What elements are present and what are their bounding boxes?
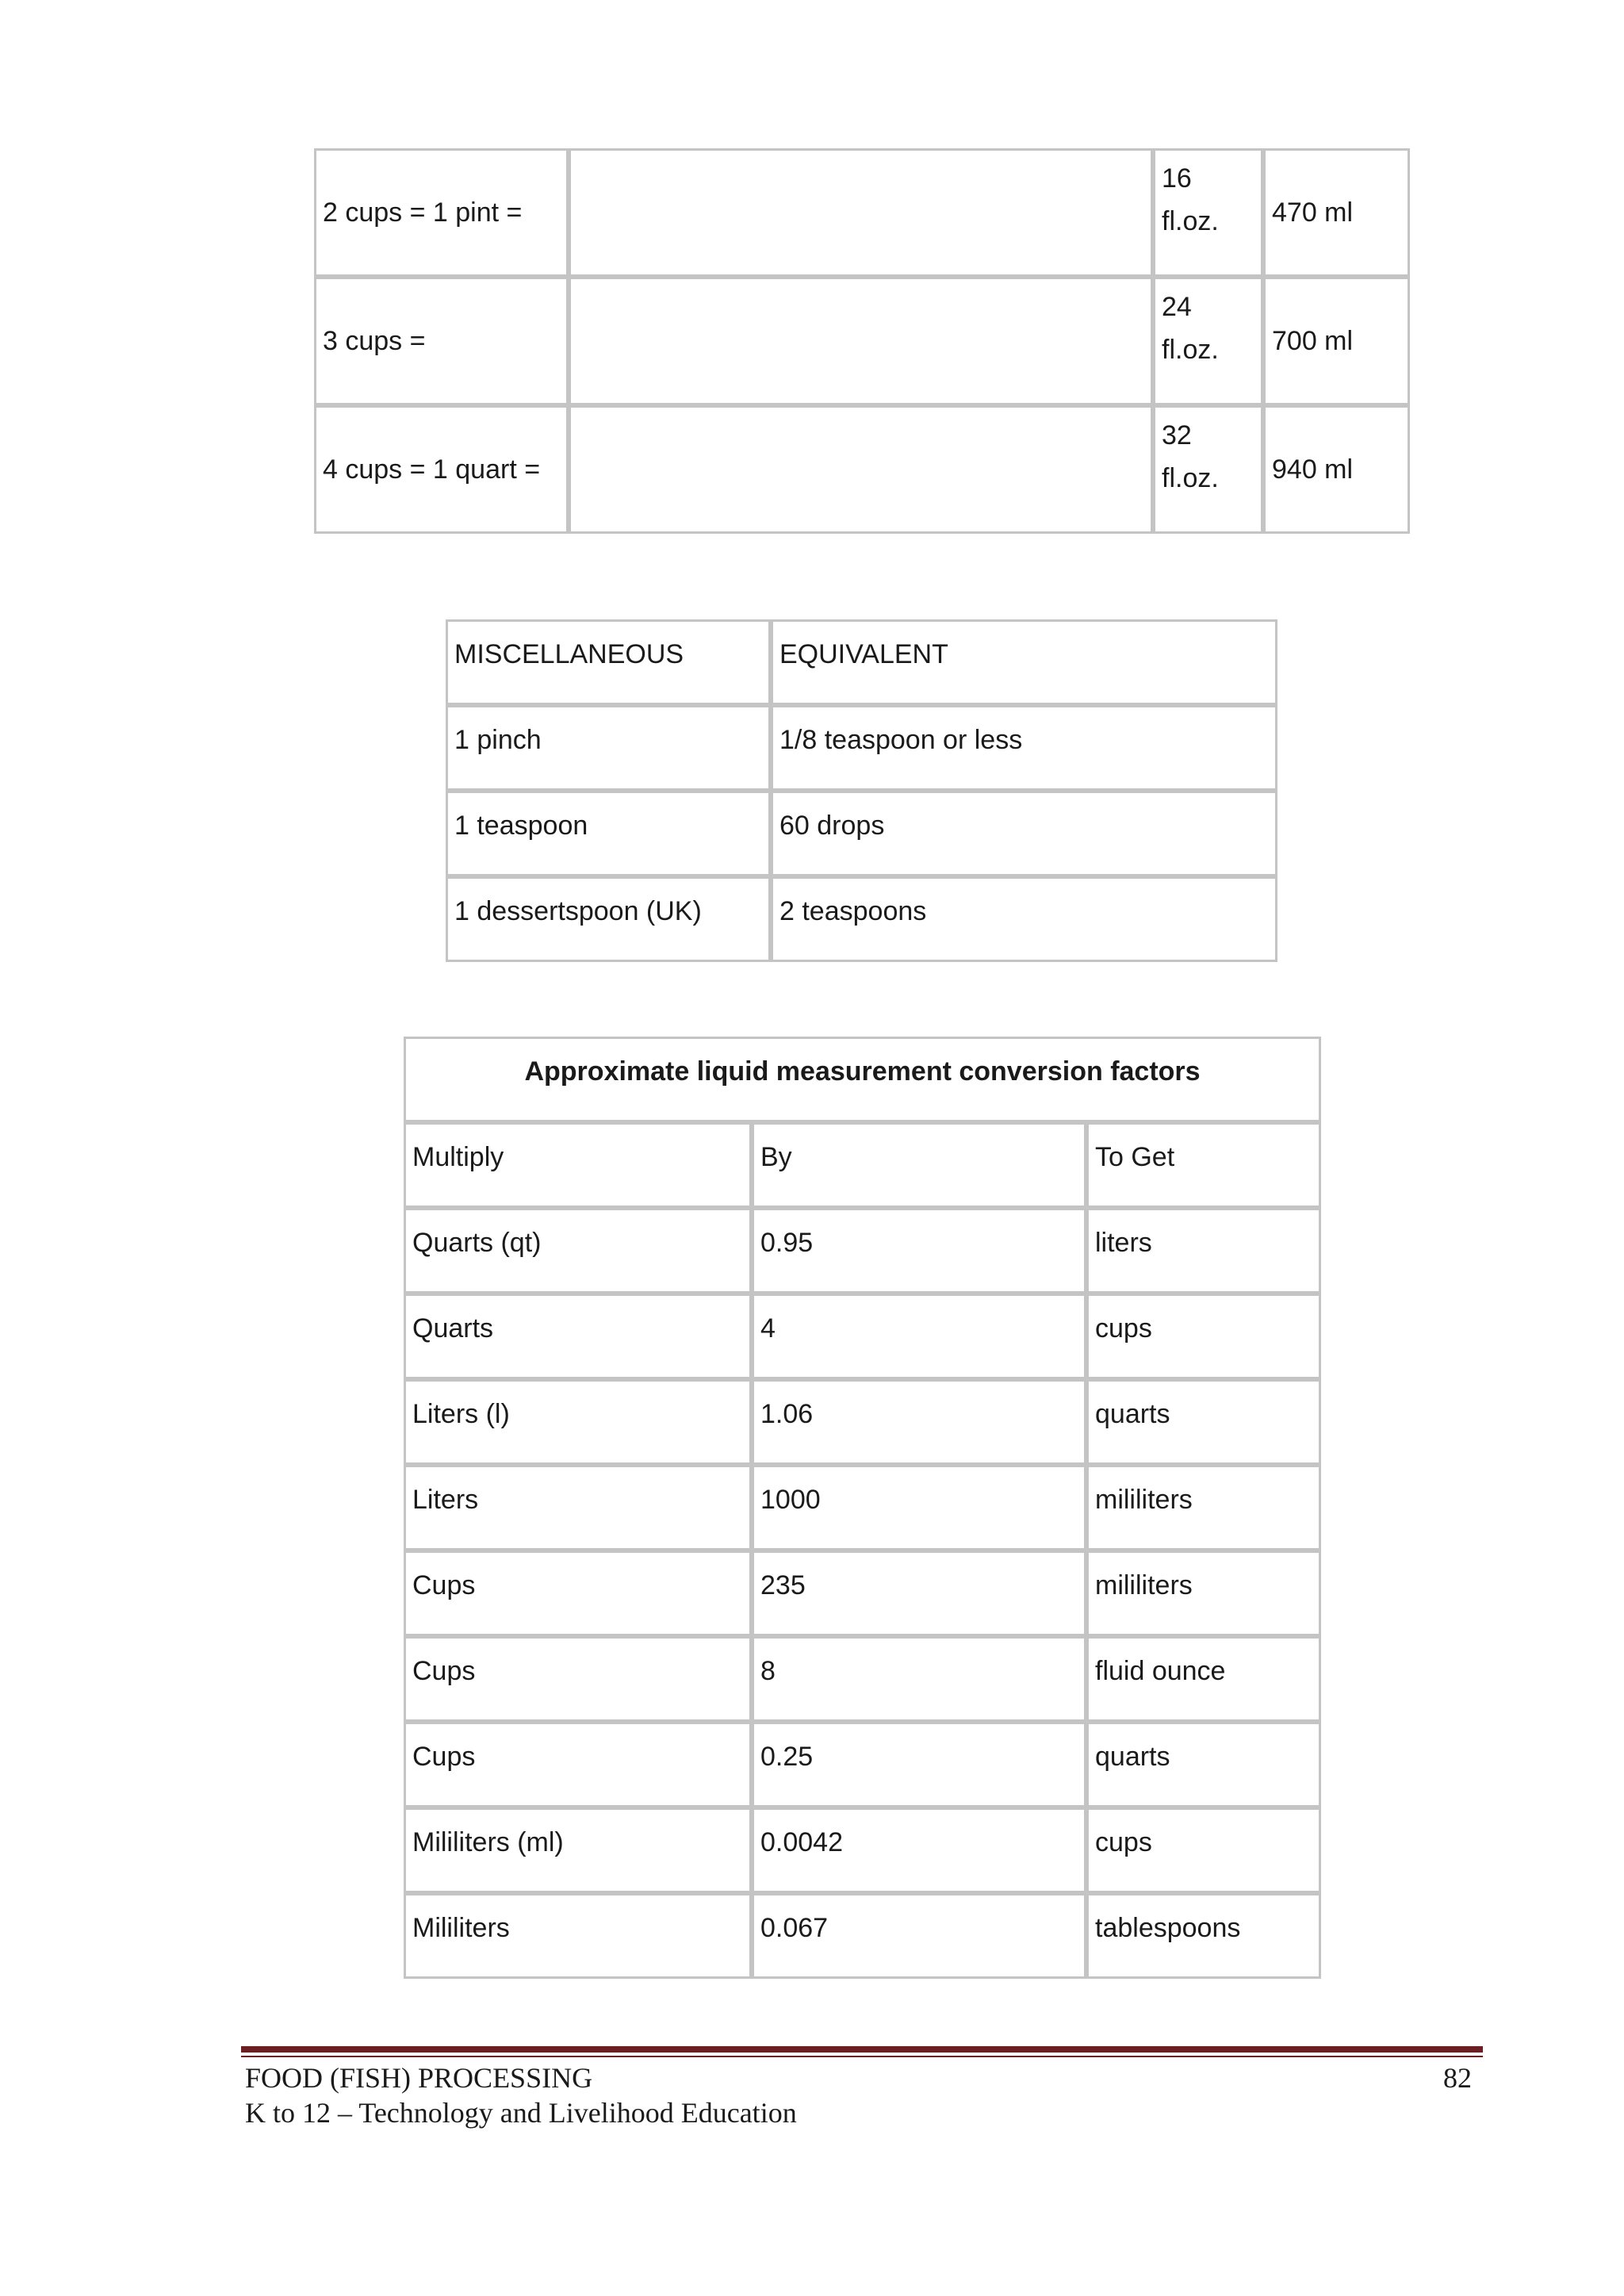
table-cell: 940 ml (1263, 405, 1410, 534)
table-row (404, 1294, 1321, 1379)
table-cell: 1/8 teaspoon or less (771, 705, 1277, 791)
table-cell: 1 teaspoon (446, 791, 771, 876)
table-cell: 2 cups = 1 pint = (314, 148, 569, 277)
table-cell (569, 405, 1153, 534)
table-cell: Cups (404, 1636, 752, 1722)
table-cell: 1.06 (752, 1379, 1086, 1465)
table-cell: 1 dessertspoon (UK) (446, 876, 771, 962)
table-header-cell: To Get (1086, 1122, 1321, 1208)
table-cell: Mililiters (ml) (404, 1807, 752, 1893)
table-row (314, 277, 1410, 405)
table-cell-line: fl.oz. (1162, 206, 1219, 236)
footer-subtitle: K to 12 – Technology and Livelihood Education (245, 2097, 797, 2129)
table-cell (1153, 277, 1263, 405)
cups-conversion-table (314, 148, 1410, 534)
table-header-cell: By (752, 1122, 1086, 1208)
table-row (314, 148, 1410, 277)
table-cell: 235 (752, 1550, 1086, 1636)
table-cell: 1 pinch (446, 705, 771, 791)
table-cell (1153, 148, 1263, 277)
table-title-row (404, 1037, 1321, 1122)
table-header-cell: MISCELLANEOUS (446, 619, 771, 705)
table-cell: cups (1086, 1294, 1321, 1379)
table-cell: 0.0042 (752, 1807, 1086, 1893)
table-title: Approximate liquid measurement conversion factors (404, 1037, 1321, 1122)
table-row (404, 1893, 1321, 1979)
table-row (446, 876, 1277, 962)
table-header-cell: EQUIVALENT (771, 619, 1277, 705)
table-cell: mililiters (1086, 1550, 1321, 1636)
table-cell: 0.95 (752, 1208, 1086, 1294)
table-cell: 8 (752, 1636, 1086, 1722)
table-row (446, 705, 1277, 791)
table-cell-line: 16 (1162, 163, 1192, 194)
table-cell: quarts (1086, 1379, 1321, 1465)
table-cell: 60 drops (771, 791, 1277, 876)
table-cell-line: fl.oz. (1162, 335, 1219, 365)
table-cell: Quarts (404, 1294, 752, 1379)
footer-rule-thin (241, 2056, 1483, 2057)
table-cell: liters (1086, 1208, 1321, 1294)
table-cell (569, 148, 1153, 277)
liquid-conversion-table (404, 1037, 1321, 1979)
table-cell: 4 cups = 1 quart = (314, 405, 569, 534)
table-cell: 700 ml (1263, 277, 1410, 405)
table-cell: Cups (404, 1550, 752, 1636)
table-cell: 2 teaspoons (771, 876, 1277, 962)
table-row (404, 1807, 1321, 1893)
table-cell (569, 277, 1153, 405)
table-cell: 0.25 (752, 1722, 1086, 1807)
table-cell: Liters (404, 1465, 752, 1550)
table-cell-line: fl.oz. (1162, 463, 1219, 493)
table-cell: Cups (404, 1722, 752, 1807)
table-cell: 1000 (752, 1465, 1086, 1550)
table-cell: Liters (l) (404, 1379, 752, 1465)
table-cell: fluid ounce (1086, 1636, 1321, 1722)
miscellaneous-table (446, 619, 1277, 962)
table-cell (1153, 405, 1263, 534)
table-cell: cups (1086, 1807, 1321, 1893)
table-cell: 3 cups = (314, 277, 569, 405)
table-row (404, 1465, 1321, 1550)
table-cell-line: 24 (1162, 292, 1192, 322)
table-row (314, 405, 1410, 534)
page-number: 82 (1443, 2062, 1472, 2094)
table-row (404, 1550, 1321, 1636)
table-cell: 0.067 (752, 1893, 1086, 1979)
table-header-row (446, 619, 1277, 705)
table-row (404, 1636, 1321, 1722)
footer-title: FOOD (FISH) PROCESSING (245, 2062, 593, 2094)
table-row (446, 791, 1277, 876)
table-cell: 470 ml (1263, 148, 1410, 277)
table-cell: quarts (1086, 1722, 1321, 1807)
table-cell: Quarts (qt) (404, 1208, 752, 1294)
table-header-row (404, 1122, 1321, 1208)
footer-rule-thick (241, 2046, 1483, 2053)
table-cell: 4 (752, 1294, 1086, 1379)
table-row (404, 1208, 1321, 1294)
table-cell: tablespoons (1086, 1893, 1321, 1979)
table-cell: Mililiters (404, 1893, 752, 1979)
table-cell: mililiters (1086, 1465, 1321, 1550)
table-header-cell: Multiply (404, 1122, 752, 1208)
table-row (404, 1722, 1321, 1807)
table-cell-line: 32 (1162, 420, 1192, 450)
table-row (404, 1379, 1321, 1465)
